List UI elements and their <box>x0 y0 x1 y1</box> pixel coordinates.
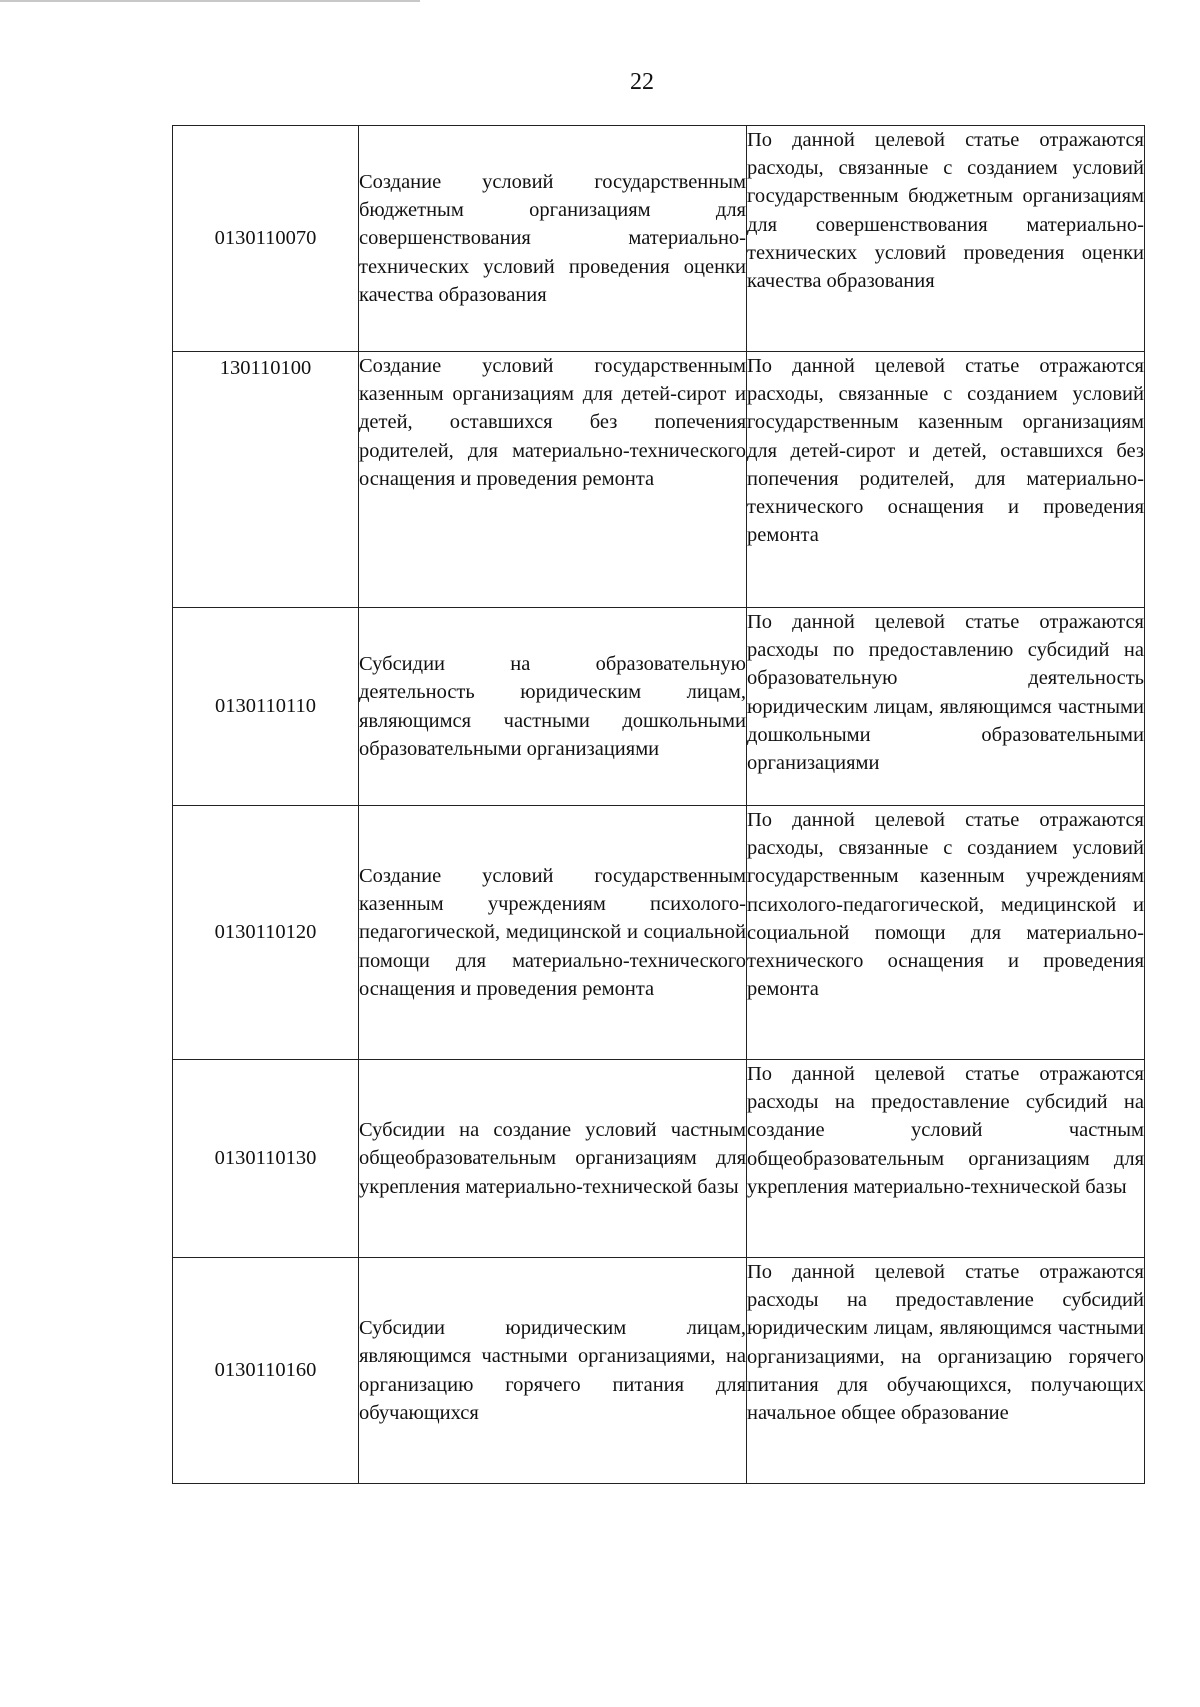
table-row <box>173 1060 1145 1258</box>
article-code: 130110100 <box>173 352 359 608</box>
article-name: Субсидии на образовательную деятельность юридическим лицам, являющимся частными дошкольными образовательными организациями <box>359 608 747 806</box>
table-row <box>173 352 1145 608</box>
article-description: По данной целевой статье отражаются расходы на предоставление субсидий на создание условий частным общеобразовательным организациям для укрепления материально-технической базы <box>747 1060 1145 1258</box>
table-row <box>173 1258 1145 1484</box>
article-code: 0130110110 <box>173 608 359 806</box>
article-code: 0130110130 <box>173 1060 359 1258</box>
article-description: По данной целевой статье отражаются расходы, связанные с созданием условий государственным казенным организациям для детей-сирот и детей, оставшихся без попечения родителей, для материально-технического оснащения и проведения ремонта <box>747 352 1145 608</box>
article-description: По данной целевой статье отражаются расходы на предоставление субсидий юридическим лицам, являющимся частными организациями, на организацию горячего питания для обучающихся, получающих начальное общее образование <box>747 1258 1145 1484</box>
article-code: 0130110120 <box>173 806 359 1060</box>
article-description: По данной целевой статье отражаются расходы по предоставлению субсидий на образовательную деятельность юридическим лицам, являющимся частными дошкольными образовательными организациями <box>747 608 1145 806</box>
article-code: 0130110070 <box>173 126 359 352</box>
table-row <box>173 126 1145 352</box>
table-row <box>173 806 1145 1060</box>
article-name: Создание условий государственным казенным организациям для детей-сирот и детей, оставшихся без попечения родителей, для материально-технического оснащения и проведения ремонта <box>359 352 747 608</box>
page-number: 22 <box>630 69 654 95</box>
article-name: Создание условий государственным бюджетным организациям для совершенствования материально-технических условий проведения оценки качества образования <box>359 126 747 352</box>
article-code: 0130110160 <box>173 1258 359 1484</box>
table-row <box>173 608 1145 806</box>
budget-articles-table <box>172 125 1145 1484</box>
article-description: По данной целевой статье отражаются расходы, связанные с созданием условий государственным казенным учреждениям психолого-педагогической, медицинской и социальной помощи для материально-технического оснащения и проведения ремонта <box>747 806 1145 1060</box>
scan-edge-line <box>0 0 420 2</box>
article-description: По данной целевой статье отражаются расходы, связанные с созданием условий государственным бюджетным организациям для совершенствования материально-технических условий проведения оценки качества образования <box>747 126 1145 352</box>
article-name: Создание условий государственным казенным учреждениям психолого-педагогической, медицинской и социальной помощи для материально-технического оснащения и проведения ремонта <box>359 806 747 1060</box>
article-name: Субсидии на создание условий частным общеобразовательным организациям для укрепления материально-технической базы <box>359 1060 747 1258</box>
article-name: Субсидии юридическим лицам, являющимся частными организациями, на организацию горячего питания для обучающихся <box>359 1258 747 1484</box>
